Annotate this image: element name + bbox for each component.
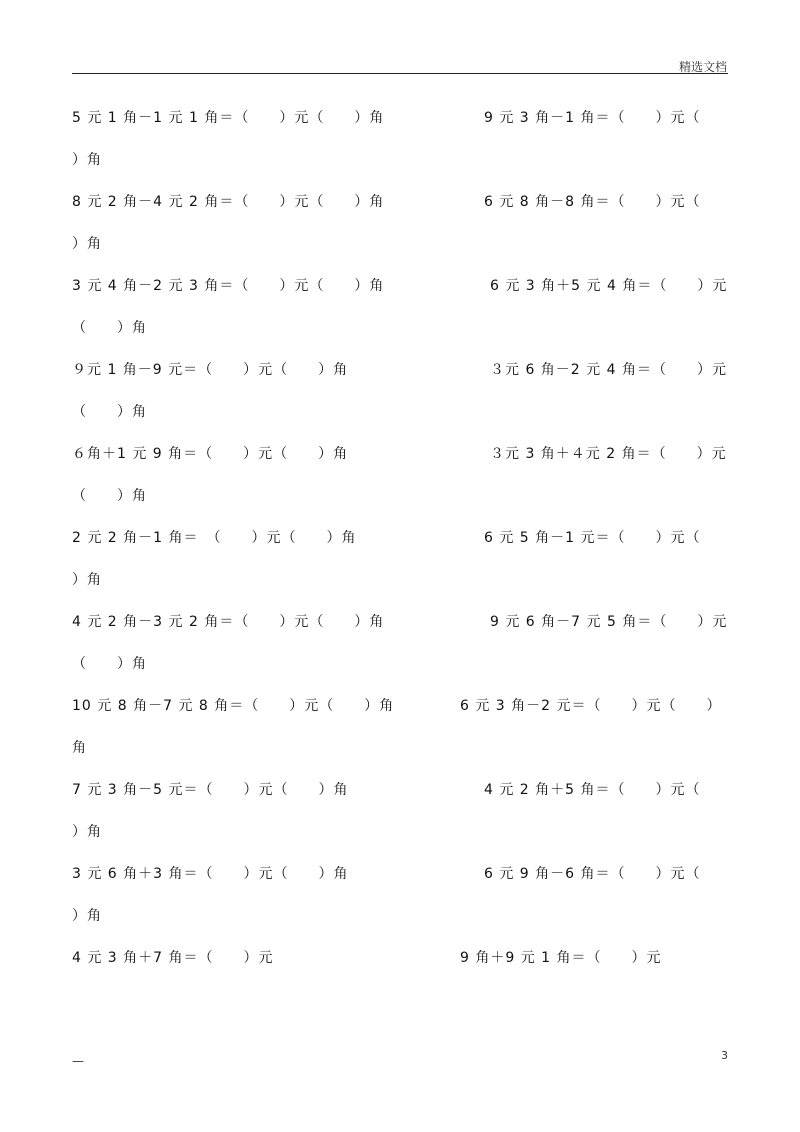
problem-right-continuation: ）角: [72, 236, 102, 252]
problem-right-continuation: ）角: [72, 908, 102, 924]
problem-right: 6 元 3 角＋5 元 4 角＝（ ）元: [490, 278, 728, 294]
problem-left: 3 元 6 角＋3 角＝（ ）元（ ）角: [72, 866, 349, 882]
problem-right: 9 元 3 角－1 角＝（ ）元（: [484, 110, 701, 126]
problem-right: 9 元 6 角－7 元 5 角＝（ ）元: [490, 614, 728, 630]
problem-right-continuation: （ ）角: [72, 404, 147, 420]
problem-left: 4 元 2 角－3 元 2 角＝（ ）元（ ）角: [72, 614, 385, 630]
problem-right: ３元 3 角＋４元 2 角＝（ ）元: [490, 446, 727, 462]
problem-right: 6 元 8 角－8 角＝（ ）元（: [484, 194, 701, 210]
problem-right: 6 元 5 角－1 元＝（ ）元（: [484, 530, 701, 546]
problem-right-continuation: ）角: [72, 824, 102, 840]
problem-right-continuation: ）角: [72, 152, 102, 168]
problem-right-continuation: ）角: [72, 572, 102, 588]
problem-left: 5 元 1 角－1 元 1 角＝（ ）元（ ）角: [72, 110, 385, 126]
footer-dash: —: [72, 1054, 84, 1068]
header-rule: [72, 73, 728, 74]
problem-right-continuation: （ ）角: [72, 320, 147, 336]
problem-right: 6 元 9 角－6 角＝（ ）元（: [484, 866, 701, 882]
problem-right-continuation: （ ）角: [72, 488, 147, 504]
page-header-label: 精选文档: [678, 60, 727, 74]
problem-right-continuation: 角: [72, 740, 87, 756]
page-number: 3: [721, 1049, 728, 1062]
problem-left: 8 元 2 角－4 元 2 角＝（ ）元（ ）角: [72, 194, 385, 210]
problem-left: 10 元 8 角－7 元 8 角＝（ ）元（ ）角: [72, 698, 395, 714]
problem-right-continuation: （ ）角: [72, 656, 147, 672]
problem-right: 9 角＋9 元 1 角＝（ ）元: [460, 950, 662, 966]
problem-left: 3 元 4 角－2 元 3 角＝（ ）元（ ）角: [72, 278, 385, 294]
problem-left: ９元 1 角－9 元＝（ ）元（ ）角: [72, 362, 349, 378]
problem-right: ３元 6 角－2 元 4 角＝（ ）元: [490, 362, 727, 378]
problem-left: 2 元 2 角－1 角＝ （ ）元（ ）角: [72, 530, 357, 546]
problem-right: 4 元 2 角＋5 角＝（ ）元（: [484, 782, 701, 798]
problem-left: 4 元 3 角＋7 角＝（ ）元: [72, 950, 274, 966]
problem-left: ６角＋1 元 9 角＝（ ）元（ ）角: [72, 446, 349, 462]
problem-right: 6 元 3 角－2 元＝（ ）元（ ）: [460, 698, 722, 714]
problem-left: 7 元 3 角－5 元＝（ ）元（ ）角: [72, 782, 349, 798]
